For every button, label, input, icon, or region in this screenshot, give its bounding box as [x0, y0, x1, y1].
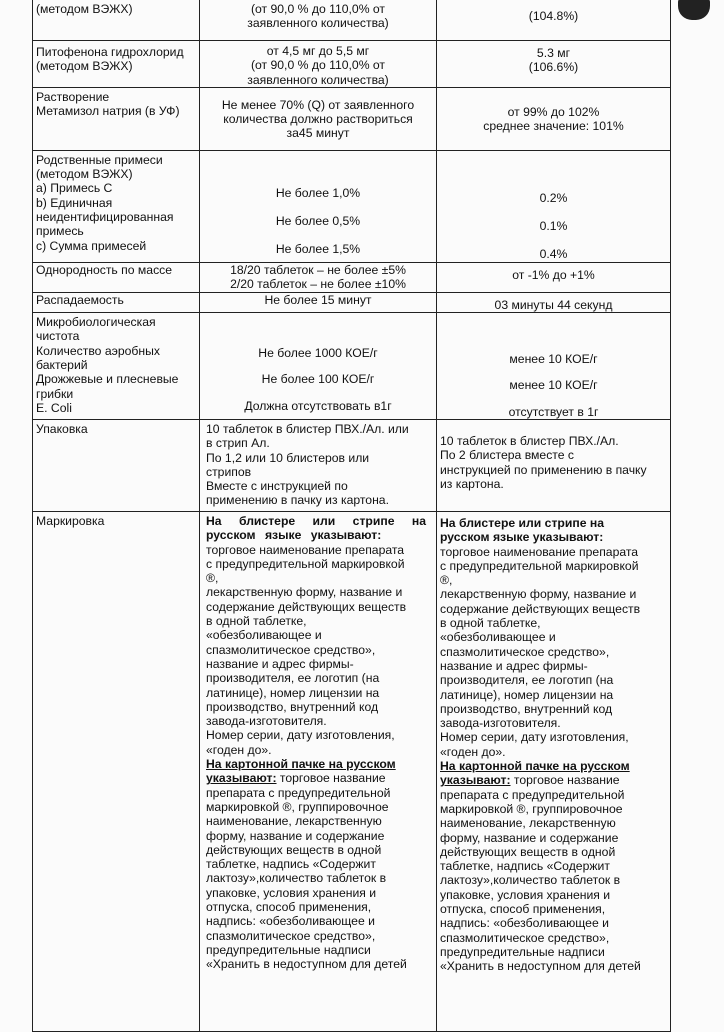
- labeling-heading: русском языке указывают:: [206, 528, 382, 543]
- test-name-cell: Растворение Метамизол натрия (в УФ): [33, 87, 200, 150]
- table-row: [33, 262, 671, 292]
- labeling-heading: На картонной пачке на русском: [440, 759, 630, 774]
- labeling-heading: На блистере или стрипе на: [440, 515, 605, 530]
- labeling-result-cell: На блистере или стрипе на русском языке указывают: торговое наименование препарата с предупредительной маркировкой ®, лекарственную форму, название и содержание действующих веществ в одной таблетке, «обезболивающее и спазмолитическое средство», название и адрес фирмы- производителя, ее логотип (на латинице), номер лицензии на производство, внутренний код завода-изготовителя. Номер серии, дату изготовления, «годен до». На картонной пачке на русском указывают: торговое название препарата с предупредительной маркировкой ®, группировочное наименование, лекарственную форму, название и содержание действующих веществ в одной таблетке, надпись «Содержит лактозу»,количество таблеток в упаковке, условия хранения и отпуска, способ применения, надпись: «обезболивающее и спазмолитическое средство», предупредительные надписи «Хранить в недоступном для детей: [437, 511, 671, 1031]
- norm-cell: 18/20 таблеток – не более ±5% 2/20 таблеток – не более ±10%: [200, 262, 437, 292]
- result-cell: 10 таблеток в блистер ПВХ./Ал. По 2 блистера вместе с инструкцией по применению в пачку из картона.: [437, 419, 671, 511]
- specification-table: [32, 0, 671, 1032]
- table-row: [33, 0, 671, 41]
- norm-cell: Не более 1,0% Не более 0,5% Не более 1,5%: [200, 150, 437, 262]
- test-name-cell: Родственные примеси (методом ВЭЖХ) a) Примесь С b) Единичная неидентифицированная примесь c) Сумма примесей: [33, 150, 200, 262]
- result-cell: от 99% до 102% среднее значение: 101%: [437, 87, 671, 150]
- table-row: [33, 150, 671, 262]
- test-name-cell: Упаковка: [33, 419, 200, 511]
- result-cell: 5.3 мг (106.6%): [437, 41, 671, 88]
- result-cell: от -1% до +1%: [437, 262, 671, 292]
- table-row: [33, 511, 671, 1031]
- test-name-cell: (методом ВЭЖХ): [33, 0, 200, 41]
- test-name-cell: Однородность по массе: [33, 262, 200, 292]
- norm-cell: Не более 1000 КОЕ/г Не более 100 КОЕ/г Должна отсутствовать в1г: [200, 313, 437, 420]
- test-name-cell: Распадаемость: [33, 292, 200, 312]
- test-name-cell: Микробиологическая чистота Количество аэробных бактерий Дрожжевые и плесневые грибки E. Coli: [33, 313, 200, 420]
- result-cell: менее 10 КОЕ/г менее 10 КОЕ/г отсутствует в 1г: [437, 313, 671, 420]
- table-row: [33, 292, 671, 312]
- norm-cell: от 4,5 мг до 5,5 мг (от 90,0 % до 110,0% от заявленного количества): [200, 41, 437, 88]
- test-name-cell: Маркировка: [33, 511, 200, 1031]
- labeling-heading: русском языке указывают:: [440, 530, 604, 545]
- norm-cell: Не более 15 минут: [200, 292, 437, 312]
- table-row: [33, 313, 671, 420]
- table-row: [33, 41, 671, 88]
- labeling-heading: На картонной пачке на русском: [206, 757, 396, 772]
- norm-cell: (от 90,0 % до 110,0% от заявленного количества): [200, 0, 437, 41]
- scan-mark: [678, 0, 710, 20]
- result-cell: 03 минуты 44 секунд: [437, 292, 671, 312]
- result-cell: (104.8%): [437, 0, 671, 41]
- norm-cell: 10 таблеток в блистер ПВХ./Ал. или в стрип Ал. По 1,2 или 10 блистеров или стрипов Вместе с инструкцией по применению в пачку из картона.: [200, 419, 437, 511]
- result-cell: 0.2% 0.1% 0.4%: [437, 150, 671, 262]
- table-row: [33, 87, 671, 150]
- table-row: [33, 419, 671, 511]
- test-name-cell: Питофенона гидрохлорид (методом ВЭЖХ): [33, 41, 200, 88]
- labeling-heading: На блистере или стрипе на: [206, 513, 427, 528]
- labeling-blister-cell: На блистере или стрипе на русском языке указывают: торговое наименование препарата с предупредительной маркировкой ®, лекарственную форму, название и содержание действующих веществ в одной таблетке, «обезболивающее и спазмолитическое средство», название и адрес фирмы- производителя, ее логотип (на латинице), номер лицензии на производство, внутренний код завода-изготовителя. Номер серии, дату изготовления, «годен до». На картонной пачке на русском указывают: торговое название препарата с предупредительной маркировкой ®, группировочное наименование, лекарственную форму, название и содержание действующих веществ в одной таблетке, надпись «Содержит лактозу»,количество таблеток в упаковке, условия хранения и отпуска, способ применения, надпись: «обезболивающее и спазмолитическое средство», предупредительные надписи «Хранить в недоступном для детей: [200, 511, 437, 1031]
- norm-cell: Не менее 70% (Q) от заявленного количества должно раствориться за45 минут: [200, 87, 437, 150]
